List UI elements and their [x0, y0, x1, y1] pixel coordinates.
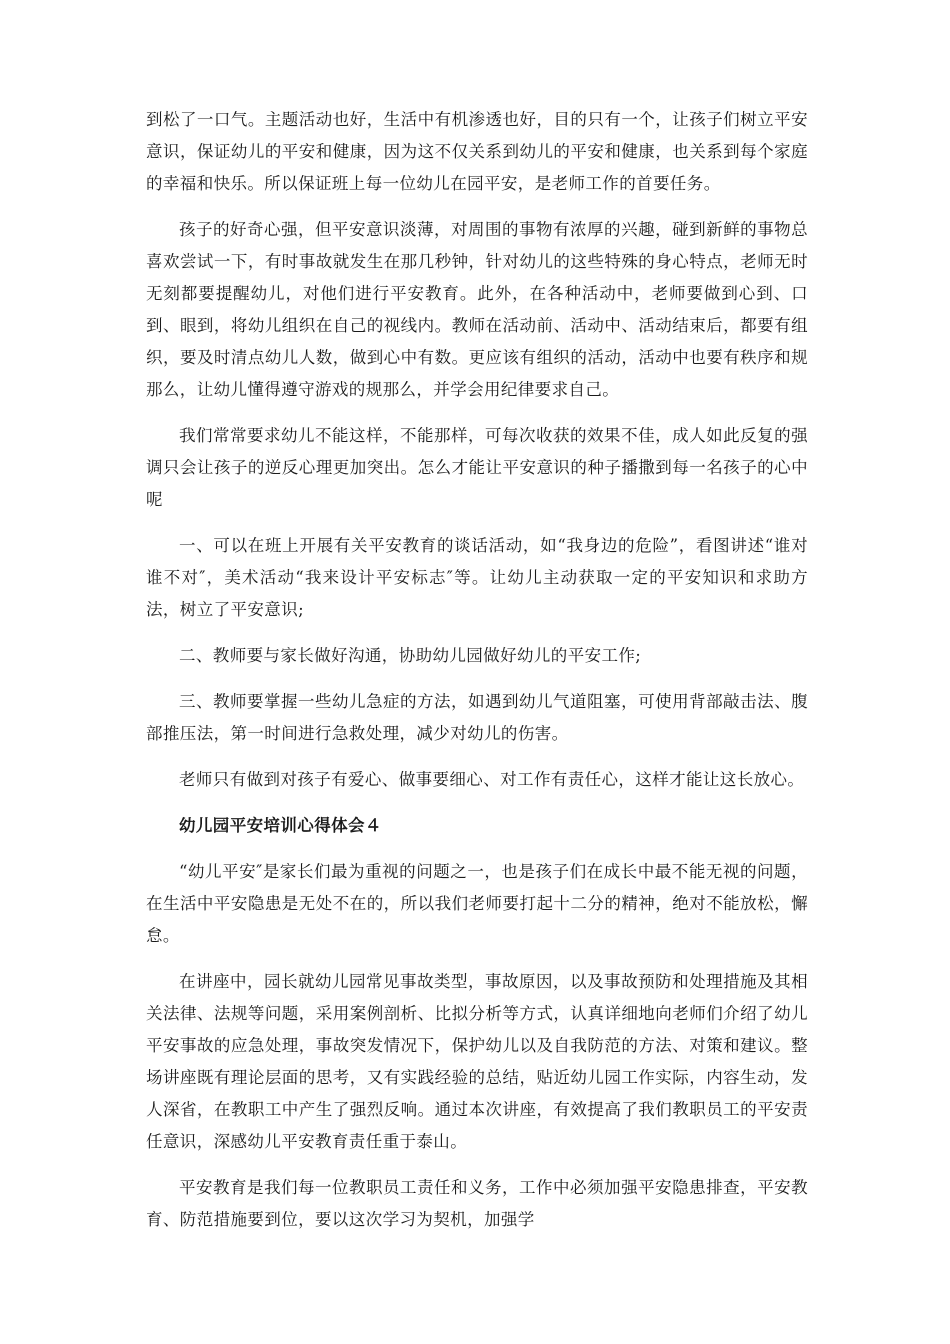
paragraph: 二、教师要与家长做好沟通，协助幼儿园做好幼儿的平安工作; — [179, 646, 642, 665]
paragraph: 到松了一口气。主题活动也好，生活中有机渗透也好，目的只有一个，让孩子们树立平安意识，保证幼儿的平安和健康，因为这不仅关系到幼儿的平安和健康，也关系到每个家庭的幸福和快乐。所以保证班上每一位幼儿在园平安，是老师工作的首要任务。 — [146, 110, 808, 193]
paragraph: “幼儿平安″是家长们最为重视的问题之一，也是孩子们在成长中最不能无视的问题，在生活中平安隐患是无处不在的，所以我们老师要打起十二分的精神，绝对不能放松，懈怠。 — [146, 862, 808, 945]
paragraph: 平安教育是我们每一位教职员工责任和义务，工作中必须加强平安隐患排查，平安教育、防范措施要到位，要以这次学习为契机，加强学 — [146, 1178, 808, 1229]
paragraph: 我们常常要求幼儿不能这样，不能那样，可每次收获的效果不佳，成人如此反复的强调只会让孩子的逆反心理更加突出。怎么才能让平安意识的种子播撒到每一名孩子的心中呢 — [146, 426, 808, 509]
paragraph: 老师只有做到对孩子有爱心、做事要细心、对工作有责任心，这样才能让这长放心。 — [179, 770, 805, 789]
paragraph: 一、可以在班上开展有关平安教育的谈话活动，如“我身边的危险”，看图讲述“谁对谁不对″，美术活动“我来设计平安标志″等。让幼儿主动获取一定的平安知识和求助方法，树立了平安意识; — [146, 536, 808, 619]
paragraph: 在讲座中，园长就幼儿园常见事故类型，事故原因，以及事故预防和处理措施及其相关法律、法规等问题，采用案例剖析、比拟分析等方式，认真详细地向老师们介绍了幼儿平安事故的应急处理，事故突发情况下，保护幼儿以及自我防范的方法、对策和建议。整场讲座既有理论层面的思考，又有实践经验的总结，贴近幼儿园工作实际，内容生动，发人深省，在教职工中产生了强烈反响。通过本次讲座，有效提高了我们教职员工的平安责任意识，深感幼儿平安教育责任重于泰山。 — [146, 972, 808, 1151]
document-body — [146, 104, 808, 1250]
paragraph: 三、教师要掌握一些幼儿急症的方法，如遇到幼儿气道阻塞，可使用背部敲击法、腹部推压法，第一时间进行急救处理，减少对幼儿的伤害。 — [146, 692, 808, 743]
section-heading: 幼儿园平安培训心得体会４ — [179, 816, 382, 835]
paragraph: 孩子的好奇心强，但平安意识淡薄，对周围的事物有浓厚的兴趣，碰到新鲜的事物总喜欢尝试一下，有时事故就发生在那几秒钟，针对幼儿的这些特殊的身心特点，老师无时无刻都要提醒幼儿，对他们进行平安教育。此外，在各种活动中，老师要做到心到、口到、眼到，将幼儿组织在自己的视线内。教师在活动前、活动中、活动结束后，都要有组织，要及时清点幼儿人数，做到心中有数。更应该有组织的活动，活动中也要有秩序和规那么，让幼儿懂得遵守游戏的规那么，并学会用纪律要求自己。 — [146, 220, 808, 399]
